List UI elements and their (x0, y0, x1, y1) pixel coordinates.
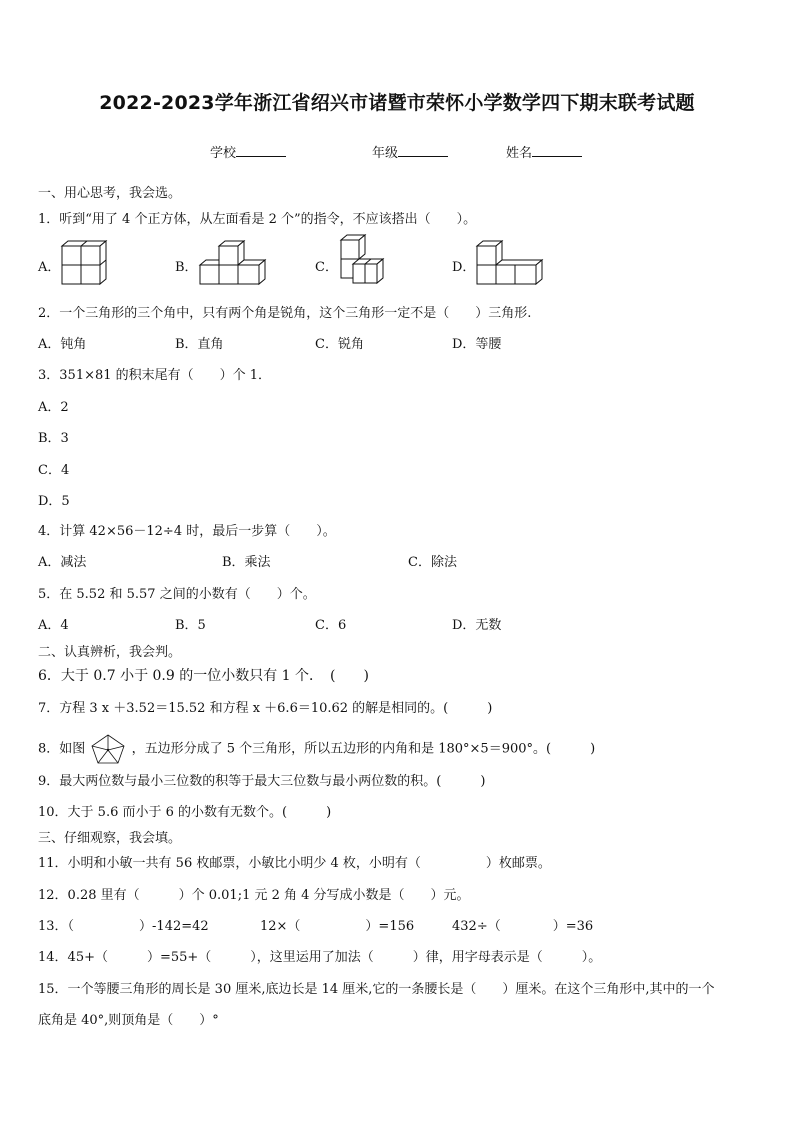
question-11: 11．小明和小敏一共有 56 枚邮票，小敏比小明少 4 枚，小明有（ ）枚邮票。 (38, 856, 551, 871)
question-8 (38, 734, 595, 764)
question-9: 9．最大两位数与最小三位数的积等于最大三位数与最小两位数的积。( ) (38, 774, 486, 789)
q1-option-a[interactable]: A． (38, 260, 61, 275)
q5-option-b[interactable]: B．5 (175, 618, 206, 633)
q2-option-d[interactable]: D．等腰 (452, 337, 502, 352)
question-7: 7．方程 3 x ＋3.52＝15.52 和方程 x ＋6.6＝10.62 的解是相同的。( ) (38, 701, 493, 716)
q2-option-c[interactable]: C．锐角 (315, 337, 364, 352)
q1-option-b[interactable]: B． (175, 260, 198, 275)
question-4: 4．计算 42×56－12÷4 时，最后一步算（ ）。 (38, 524, 336, 539)
school-blank[interactable] (236, 144, 286, 157)
q1-figure-a (60, 240, 108, 286)
q4-option-a[interactable]: A．减法 (38, 555, 87, 570)
school-label: 学校 (210, 146, 237, 161)
q1-figure-b (198, 240, 268, 286)
q1-option-d[interactable]: D． (452, 260, 476, 275)
question-6: 6．大于 0.7 小于 0.9 的一位小数只有 1 个． ( ) (38, 668, 369, 684)
grade-label: 年级 (372, 146, 399, 161)
question-3: 3．351×81 的积末尾有（ ）个 1． (38, 368, 272, 383)
question-13-part-c: 432÷（ ）=36 (452, 919, 594, 934)
grade-field (372, 142, 448, 161)
q1-figure-d (475, 240, 545, 286)
q5-option-a[interactable]: A．4 (38, 618, 69, 633)
name-label: 姓名 (506, 146, 533, 161)
name-blank[interactable] (532, 144, 582, 157)
q3-option-b[interactable]: B．3 (38, 431, 69, 446)
grade-blank[interactable] (398, 144, 448, 157)
q2-option-a[interactable]: A．钝角 (38, 337, 87, 352)
q8-text-pre: 8．如图 (38, 741, 86, 757)
q3-option-c[interactable]: C．4 (38, 463, 70, 478)
q3-option-d[interactable]: D．5 (38, 494, 70, 509)
question-15-line-1: 15．一个等腰三角形的周长是 30 厘米,底边长是 14 厘米,它的一条腰长是（ ）厘米。在这个三角形中,其中的一个 (38, 982, 715, 997)
q1-option-c[interactable]: C． (315, 260, 338, 275)
q4-option-b[interactable]: B．乘法 (222, 555, 271, 570)
section-heading-2: 二、认真辨析，我会判。 (38, 645, 182, 660)
question-15-line-2: 底角是 40°,则顶角是（ ）° (38, 1013, 219, 1028)
school-field (210, 142, 286, 161)
question-14: 14．45+（ ）=55+（ ），这里运用了加法（ ）律，用字母表示是（ ）。 (38, 950, 602, 965)
question-12: 12．0.28 里有（ ）个 0.01;1 元 2 角 4 分写成小数是（ ）元。 (38, 888, 470, 903)
section-heading-3: 三、仔细观察，我会填。 (38, 831, 182, 846)
q8-text-post: ，五边形分成了 5 个三角形，所以五边形的内角和是 180°×5＝900°。( ) (131, 741, 596, 757)
question-5: 5．在 5.52 和 5.57 之间的小数有（ ）个。 (38, 587, 316, 602)
q5-option-d[interactable]: D．无数 (452, 618, 502, 633)
section-heading-1: 一、用心思考，我会选。 (38, 186, 182, 201)
q4-option-c[interactable]: C．除法 (408, 555, 457, 570)
question-2: 2．一个三角形的三个角中，只有两个角是锐角，这个三角形一定不是（ ）三角形. (38, 306, 532, 321)
question-1: 1．听到“用了 4 个正方体，从左面看是 2 个”的指令，不应该搭出（ ）。 (38, 212, 477, 227)
question-13-part-a: 13．（ ）-142=42 (38, 919, 209, 934)
q5-option-c[interactable]: C．6 (315, 618, 347, 633)
name-field (506, 142, 582, 161)
q2-option-b[interactable]: B．直角 (175, 337, 224, 352)
q3-option-a[interactable]: A．2 (38, 400, 69, 415)
question-13-part-b: 12×（ ）=156 (260, 919, 415, 934)
pentagon-figure (91, 734, 125, 764)
page-title: 2022-2023学年浙江省绍兴市诸暨市荣怀小学数学四下期末联考试题 (99, 92, 695, 114)
q1-figure-c (337, 234, 389, 288)
question-10: 10．大于 5.6 而小于 6 的小数有无数个。( ) (38, 805, 332, 820)
